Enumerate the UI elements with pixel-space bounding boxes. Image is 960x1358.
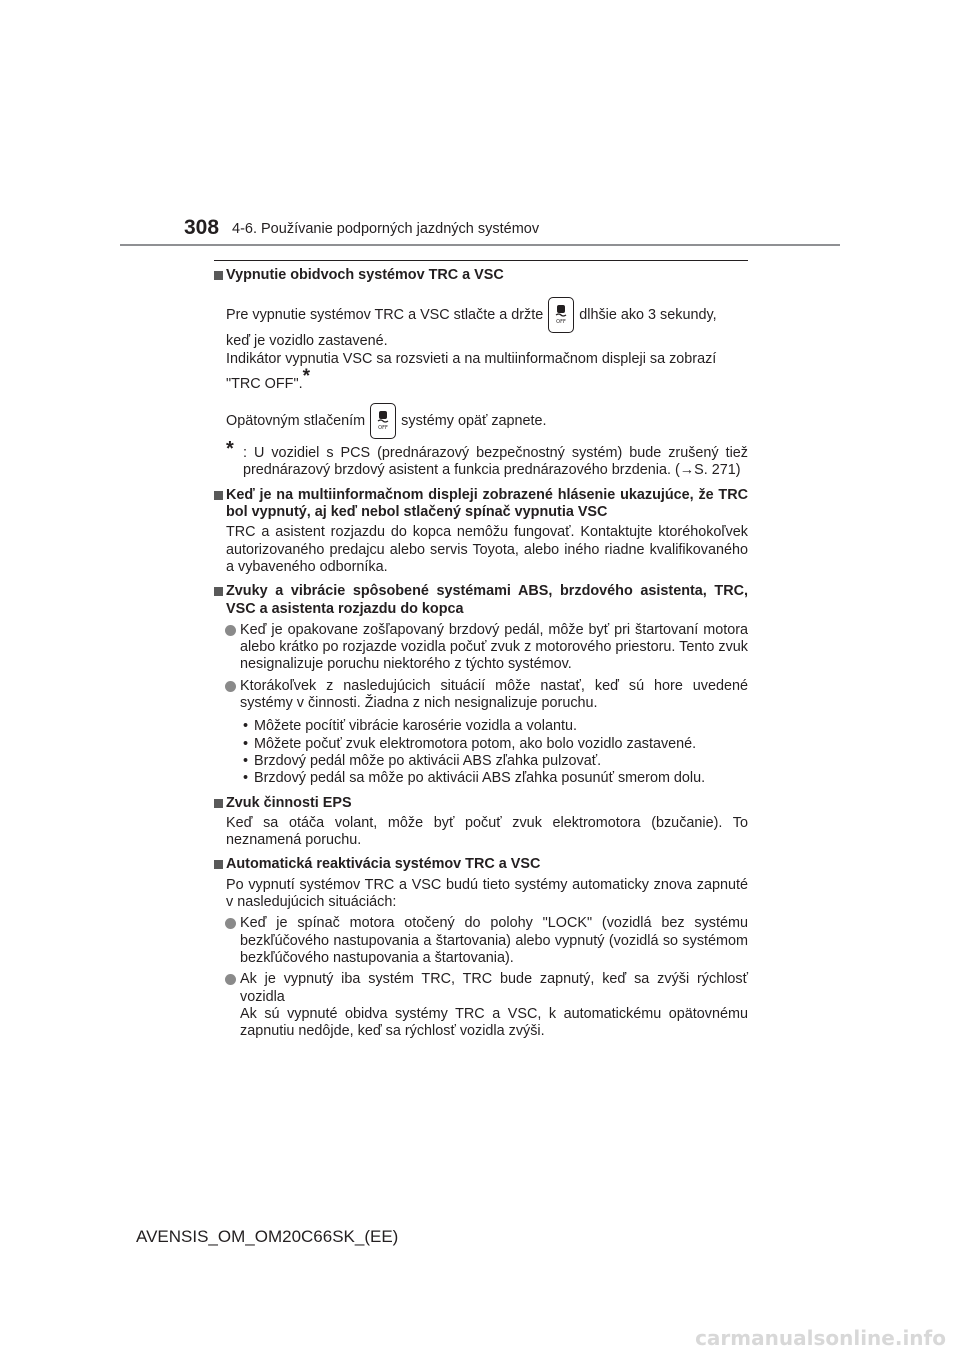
square-bullet-icon bbox=[214, 491, 223, 500]
square-bullet-icon bbox=[214, 587, 223, 596]
header-rule bbox=[120, 244, 840, 246]
list-item: Keď je opakovane zošľapovaný brzdový pedál, môže byť pri štartovaní motora alebo krátko po rozjazde vozidla počuť zvuk z motorového priestoru. Tento zvuk nesignalizuje poruchu niektorého z týchto systémov. bbox=[214, 622, 748, 674]
square-bullet-icon bbox=[214, 799, 223, 808]
footnote-star: * bbox=[226, 438, 234, 461]
paragraph: Po vypnutí systémov TRC a VSC budú tieto systémy automaticky znova zapnuté v nasledujúcich situáciách: bbox=[226, 876, 748, 911]
sub-list-item: • Brzdový pedál môže po aktivácii ABS zľahka pulzovať. bbox=[243, 752, 602, 769]
circle-bullet-icon bbox=[225, 974, 236, 985]
document-code: AVENSIS_OM_OM20C66SK_(EE) bbox=[136, 1227, 399, 1246]
sub-list-item: • Môžete pocítiť vibrácie karosérie vozidla a volantu. bbox=[243, 718, 577, 735]
vsc-off-switch-icon bbox=[370, 403, 396, 439]
paragraph: Opätovným stlačením OFF systémy opäť zapnete. bbox=[214, 403, 748, 439]
page-number: 308 bbox=[184, 216, 220, 239]
vsc-off-switch-icon bbox=[548, 297, 574, 333]
section-heading: Automatická reaktivácia systémov TRC a VSC bbox=[214, 856, 748, 873]
sub-list bbox=[214, 718, 748, 787]
paragraph: Keď sa otáča volant, môže byť počuť zvuk elektromotora (bzučanie). To neznamená poruchu. bbox=[226, 814, 748, 849]
sub-list-item: • Brzdový pedál sa môže po aktivácii ABS zľahka posunúť smerom dolu. bbox=[243, 770, 706, 787]
list-item: Ktorákoľvek z nasledujúcich situácií môže nastať, keď sú hore uvedené systémy v činnosti. Žiadna z nich nesignalizuje poruchu. bbox=[214, 678, 748, 713]
paragraph: Pre vypnutie systémov TRC a VSC stlačte a držte OFF dlhšie ako 3 sekundy, keď je vozidlo zastavené. Indikátor vypnutia VSC sa rozsvieti a na multiinformačnom displeji sa zobrazí "TRC OFF".* bbox=[214, 297, 748, 393]
section-heading: Keď je na multiinformačnom displeji zobrazené hlásenie ukazujúce, že TRC bol vypnutý, aj keď nebol stlačený spínač vypnutia VSC bbox=[214, 487, 748, 522]
circle-bullet-icon bbox=[225, 681, 236, 692]
list-item: Keď je spínač motora otočený do polohy "LOCK" (vozidlá bez systému bezkľúčového nastupovania a štartovania) alebo vypnutý (vozidlá so systémom bezkľúčového nastupovania a štartovania). bbox=[214, 915, 748, 967]
chapter-title: 4-6. Používanie podporných jazdných systémov bbox=[232, 221, 540, 237]
square-bullet-icon bbox=[214, 271, 223, 280]
paragraph: TRC a asistent rozjazdu do kopca nemôžu fungovať. Kontaktujte ktoréhokoľvek autorizovaného predajcu alebo servis Toyota, alebo iného riadne kvalifikovaného a vybaveného odborníka. bbox=[226, 524, 748, 575]
sub-list-item: • Môžete počuť zvuk elektromotora potom, ako bolo vozidlo zastavené. bbox=[243, 735, 697, 752]
list-item: Ak je vypnutý iba systém TRC, TRC bude zapnutý, keď sa zvýši rýchlosť vozidla Ak sú vypnuté obidva systémy TRC a VSC, k automatickému opätovnému zapnutiu nedôjde, keď sa rýchlosť vozidla zvýši. bbox=[214, 971, 748, 1040]
square-bullet-icon bbox=[214, 860, 223, 869]
section-heading: Zvuk činnosti EPS bbox=[214, 795, 748, 812]
page-content bbox=[214, 267, 748, 1040]
footnote: * : U vozidiel s PCS (prednárazový bezpečnostný systém) bude zrušený tiež prednárazový brzdový asistent a funkcia prednárazového brzdenia. (→S. 271) bbox=[226, 438, 748, 479]
footnote-mark: * bbox=[302, 365, 310, 387]
circle-bullet-icon bbox=[225, 625, 236, 636]
svg-text:OFF: OFF bbox=[556, 319, 567, 326]
circle-bullet-icon bbox=[225, 918, 236, 929]
section-heading: Vypnutie obidvoch systémov TRC a VSC bbox=[214, 267, 748, 284]
section-rule bbox=[214, 260, 748, 261]
svg-text:OFF: OFF bbox=[378, 425, 389, 432]
section-heading: Zvuky a vibrácie spôsobené systémami ABS, brzdového asistenta, TRC, VSC a asistenta rozjazdu do kopca bbox=[214, 583, 748, 618]
watermark: carmanualsonline.info bbox=[695, 1326, 946, 1350]
